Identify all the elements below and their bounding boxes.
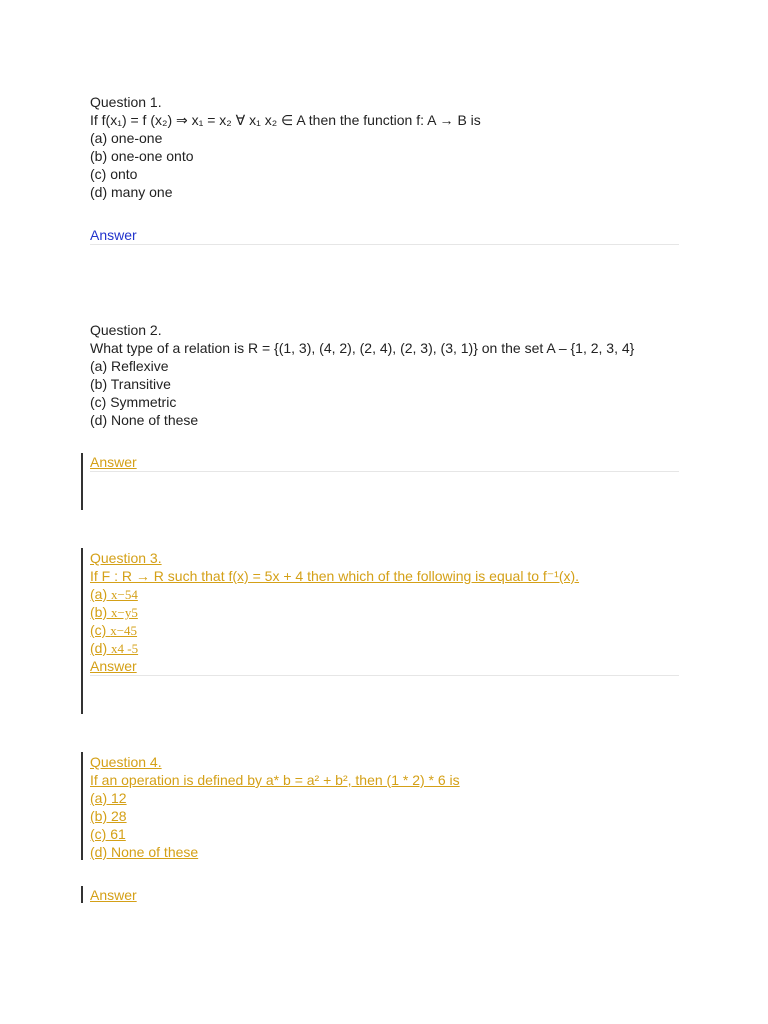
question-3-option-d-label: (d) <box>90 640 111 656</box>
question-4-title[interactable]: Question 4. <box>90 754 162 770</box>
question-3-stem[interactable]: If F : R → R such that f(x) = 5x + 4 then which of the following is equal to f⁻¹(x). <box>90 568 580 584</box>
question-4-answer-link[interactable]: Answer <box>90 887 137 903</box>
question-1-answer-link[interactable]: Answer <box>90 227 137 243</box>
question-2-answer-bar <box>81 453 83 510</box>
question-2-stem: What type of a relation is R = {(1, 3), (4, 2), (2, 4), (2, 3), (3, 1)} on the set A – {1, 2, 3, 4} <box>90 340 635 356</box>
question-4-option-a[interactable]: (a) 12 <box>90 790 127 806</box>
question-3-option-d[interactable] <box>90 640 138 656</box>
question-3-option-c[interactable] <box>90 622 137 638</box>
question-4-option-d[interactable]: (d) None of these <box>90 844 199 860</box>
question-2-title: Question 2. <box>90 322 162 338</box>
question-4-answer-bar <box>81 886 83 903</box>
question-4 <box>90 753 690 861</box>
question-2-option-c: (c) Symmetric <box>90 394 177 410</box>
question-4-option-b[interactable]: (b) 28 <box>90 808 127 824</box>
question-3-option-b-expr: x−y5 <box>111 605 138 620</box>
question-4-stem[interactable]: If an operation is defined by a* b = a² + b², then (1 * 2) * 6 is <box>90 772 460 788</box>
question-3-option-a[interactable] <box>90 586 138 602</box>
question-1-option-d: (d) many one <box>90 184 173 200</box>
question-3-answer-row <box>90 657 679 676</box>
question-1 <box>90 93 690 201</box>
question-4-option-c[interactable]: (c) 61 <box>90 826 126 842</box>
question-3-option-c-label: (c) <box>90 622 111 638</box>
question-1-option-a: (a) one-one <box>90 130 163 146</box>
question-2-answer-row <box>90 453 679 472</box>
question-2-option-a: (a) Reflexive <box>90 358 169 374</box>
question-3-option-a-expr: x−54 <box>111 587 138 602</box>
question-2 <box>90 321 690 429</box>
question-3-option-b-label: (b) <box>90 604 111 620</box>
question-1-stem: If f(x₁) = f (x₂) ⇒ x₁ = x₂ ∀ x₁ x₂ ∈ A then the function f: A → B is <box>90 112 481 128</box>
question-3-option-b[interactable] <box>90 604 138 620</box>
question-2-option-b: (b) Transitive <box>90 376 171 392</box>
question-3-bar <box>81 548 83 714</box>
question-1-title: Question 1. <box>90 94 162 110</box>
question-3-option-c-expr: x−45 <box>110 623 138 638</box>
question-1-option-c: (c) onto <box>90 166 138 182</box>
question-3-option-d-expr: x4 -5 <box>111 641 139 656</box>
question-4-bar <box>81 752 83 860</box>
question-2-option-d: (d) None of these <box>90 412 199 428</box>
question-2-answer-link[interactable]: Answer <box>90 454 137 470</box>
question-3-title[interactable]: Question 3. <box>90 550 162 566</box>
question-3-option-a-label: (a) <box>90 586 111 602</box>
question-3-answer-link[interactable]: Answer <box>90 658 137 674</box>
question-3 <box>90 549 690 657</box>
question-1-option-b: (b) one-one onto <box>90 148 194 164</box>
question-1-answer-row <box>90 226 679 245</box>
question-4-answer-row <box>90 886 137 904</box>
